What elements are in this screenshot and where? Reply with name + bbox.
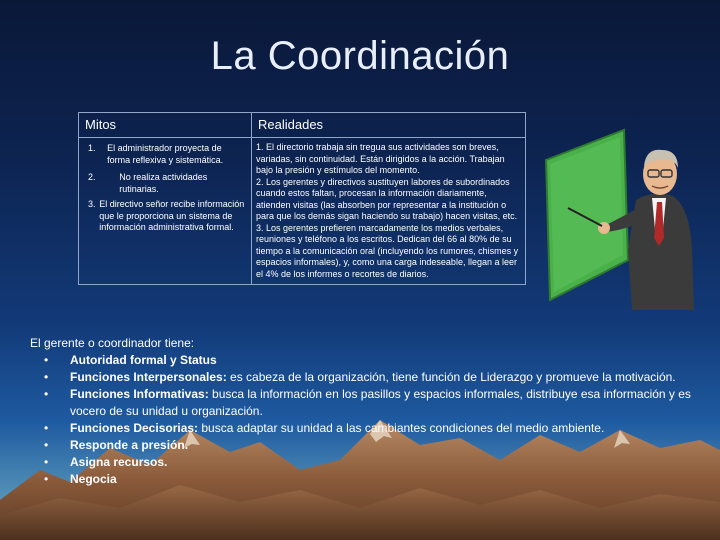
header-myths: Mitos bbox=[79, 113, 252, 138]
list-item bbox=[30, 369, 700, 386]
myths-realities-table bbox=[78, 112, 526, 285]
bullet: • bbox=[44, 438, 49, 452]
summary-intro: El gerente o coordinador tiene: bbox=[30, 336, 195, 350]
bullet: • bbox=[44, 370, 49, 384]
table-header-row bbox=[79, 113, 526, 138]
bullet: • bbox=[44, 421, 49, 435]
realities-cell bbox=[252, 138, 526, 285]
myth-text: No realiza actividades rutinarias. bbox=[119, 172, 208, 194]
myths-cell bbox=[79, 138, 252, 285]
bullet: • bbox=[44, 353, 49, 367]
summary-list bbox=[30, 352, 700, 488]
list-item bbox=[30, 420, 700, 437]
item-bold: Funciones Interpersonales: bbox=[70, 370, 227, 384]
slide-title: La Coordinación bbox=[210, 34, 510, 78]
list-item bbox=[88, 172, 246, 195]
item-text: busca adaptar su unidad a las cambiantes condiciones del medio ambiente. bbox=[198, 421, 605, 435]
item-bold: Negocia bbox=[70, 472, 117, 486]
list-item bbox=[88, 199, 246, 234]
list-item bbox=[30, 352, 700, 369]
list-item bbox=[30, 386, 700, 420]
bullet: • bbox=[44, 455, 49, 469]
header-realities: Realidades bbox=[252, 113, 526, 138]
myth-text: El directivo señor recibe información que le proporciona un sistema de información administrativa formal. bbox=[99, 199, 245, 232]
myth-text: El administrador proyecta de forma reflexiva y sistemática. bbox=[107, 143, 224, 165]
list-item bbox=[30, 471, 700, 488]
myths-list bbox=[80, 139, 250, 240]
presenter-illustration bbox=[528, 100, 698, 310]
item-bold: Responde a presión. bbox=[70, 438, 189, 452]
bullet: • bbox=[44, 472, 49, 486]
item-bold: Autoridad formal y Status bbox=[70, 353, 217, 367]
list-item bbox=[30, 454, 700, 471]
reality-item: 3. Los gerentes prefieren marcadamente los medios verbales, reuniones y teléfono a los escritos. Dedican del 66 al 80% de su tiempo a la comunicación oral (incluyendo los rumores, chismes y espacios informales), y, como una carga indeseable, llegan a leer el 4% de los informes o recortes de diarios. bbox=[256, 222, 519, 279]
table-body-row bbox=[79, 138, 526, 285]
item-bold: Funciones Informativas: bbox=[70, 387, 209, 401]
item-bold: Funciones Decisorias: bbox=[70, 421, 199, 435]
reality-item: 2. Los gerentes y directivos sustituyen labores de subordinados cuando estos faltan, procesan la información diariamente, atienden visitas (las absorben por representar a la institución o para que los demás sigan haciendo su trabajo) hacen visitas, etc. bbox=[256, 176, 518, 221]
item-text: busca la información en los pasillos y espacios informales, distribuye esa información y es vocero de su unidad u organización. bbox=[70, 387, 691, 418]
list-item bbox=[88, 143, 246, 166]
bullet: • bbox=[44, 387, 49, 401]
item-text: es cabeza de la organización, tiene función de Liderazgo y promueve la motivación. bbox=[226, 370, 676, 384]
coordinator-summary bbox=[30, 335, 700, 488]
myth-number: 2. bbox=[88, 172, 96, 182]
item-bold: Asigna recursos. bbox=[70, 455, 168, 469]
reality-item: 1. El directorio trabaja sin tregua sus actividades son breves, variadas, sin continuidad. Están dirigidos a la acción. Trabajan bajo la presión y estímulos del momento. bbox=[256, 142, 505, 175]
myth-number: 1. bbox=[88, 143, 96, 153]
myth-number: 3. bbox=[88, 199, 96, 209]
list-item bbox=[30, 437, 700, 454]
